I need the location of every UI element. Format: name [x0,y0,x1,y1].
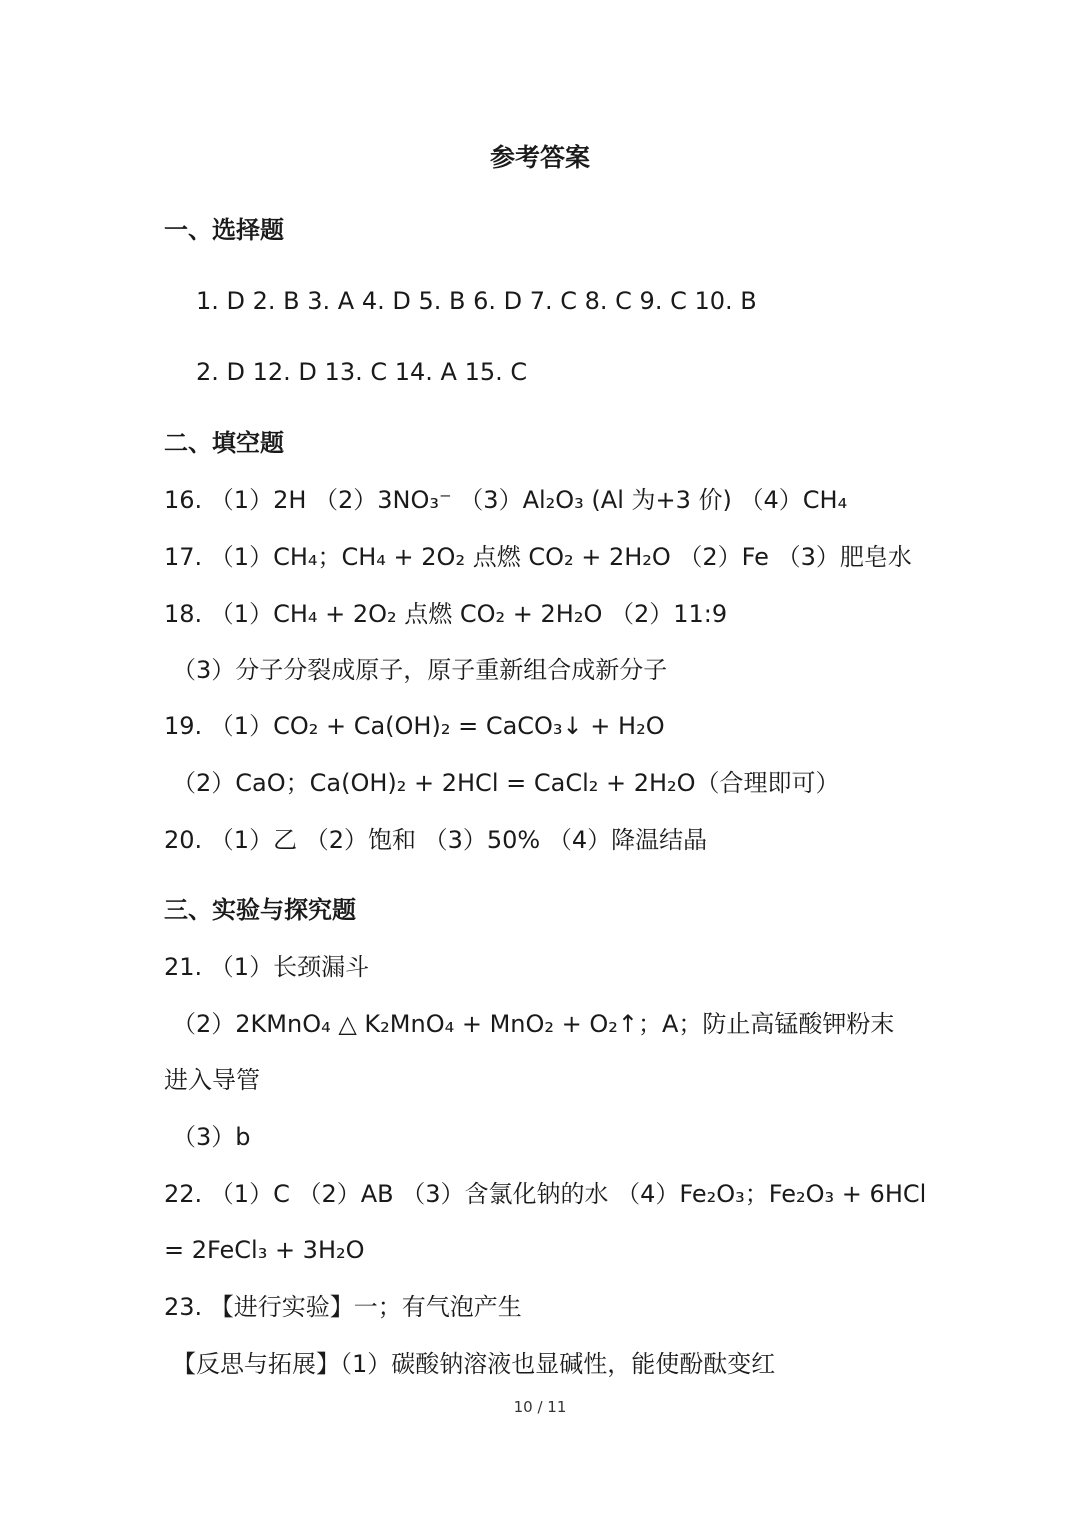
answer-line-16: 16. （1）2H （2）3NO₃⁻ （3）Al₂O₃ (Al 为+3 价) （4）CH₄ [164,486,848,514]
answer-line-21: 21. （1）长颈漏斗 [164,953,370,981]
page-title: 参考答案 [489,143,590,172]
answer-line-21-3: （3）b [172,1123,251,1151]
answer-line-18-3: （3）分子分裂成原子，原子重新组合成新分子 [172,656,668,684]
answer-line-19: 19. （1）CO₂ + Ca(OH)₂ = CaCO₃↓ + H₂O [164,712,665,740]
answer-line-23: 23. 【进行实验】一；有气泡产生 [164,1293,522,1321]
section-heading-experiment: 三、实验与探究题 [164,896,356,924]
answer-line-21-2: （2）2KMnO₄ △ K₂MnO₄ + MnO₂ + O₂↑；A；防止高锰酸钾粉末 [172,1010,895,1038]
page-number: 10 / 11 [513,1398,567,1416]
answer-line-17: 17. （1）CH₄；CH₄ + 2O₂ 点燃 CO₂ + 2H₂O （2）Fe （3）肥皂水 [164,543,912,571]
answer-line-22: 22. （1）C （2）AB （3）含氯化钠的水 （4）Fe₂O₃；Fe₂O₃ + 6HCl [164,1180,927,1208]
answer-line-22-cont: = 2FeCl₃ + 3H₂O [164,1236,365,1264]
answer-line-21-2-cont: 进入导管 [164,1066,260,1094]
section-heading-fill: 二、填空题 [164,429,284,457]
answer-line-23-reflection: 【反思与拓展】（1）碳酸钠溶液也显碱性，能使酚酞变红 [172,1350,776,1378]
answer-line-19-2: （2）CaO；Ca(OH)₂ + 2HCl = CaCl₂ + 2H₂O（合理即可） [172,769,840,797]
answer-line-20: 20. （1）乙 （2）饱和 （3）50% （4）降温结晶 [164,826,708,854]
section-heading-choice: 一、选择题 [164,216,284,244]
answer-line-mc-2: 2. D 12. D 13. C 14. A 15. C [196,358,528,386]
answer-line-mc-1: 1. D 2. B 3. A 4. D 5. B 6. D 7. C 8. C 9. C 10. B [196,287,757,315]
answer-line-18: 18. （1）CH₄ + 2O₂ 点燃 CO₂ + 2H₂O （2）11:9 [164,600,728,628]
